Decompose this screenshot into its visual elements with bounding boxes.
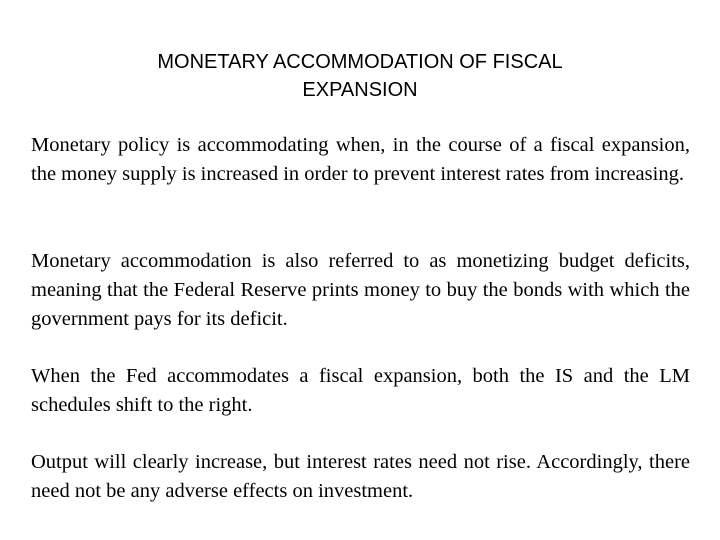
paragraph-monetizing-deficits: Monetary accommodation is also referred to as monetizing budget deficits, meaning that the Federal Reserve prints money to buy the bonds with which the government pays for its deficit. [31, 250, 690, 330]
slide-title-line-1: MONETARY ACCOMMODATION OF FISCAL [157, 51, 563, 73]
paragraph-output-effects: Output will clearly increase, but interest rates need not rise. Accordingly, there need not be any adverse effects on investment. [31, 451, 690, 502]
slide-title-line-2: EXPANSION [302, 79, 418, 101]
slide-title [60, 48, 660, 104]
paragraph-accommodating-definition: Monetary policy is accommodating when, in the course of a fiscal expansion, the money supply is increased in order to prevent interest rates from increasing. [31, 134, 690, 185]
paragraph-is-lm-shift: When the Fed accommodates a fiscal expansion, both the IS and the LM schedules shift to the right. [31, 365, 690, 416]
